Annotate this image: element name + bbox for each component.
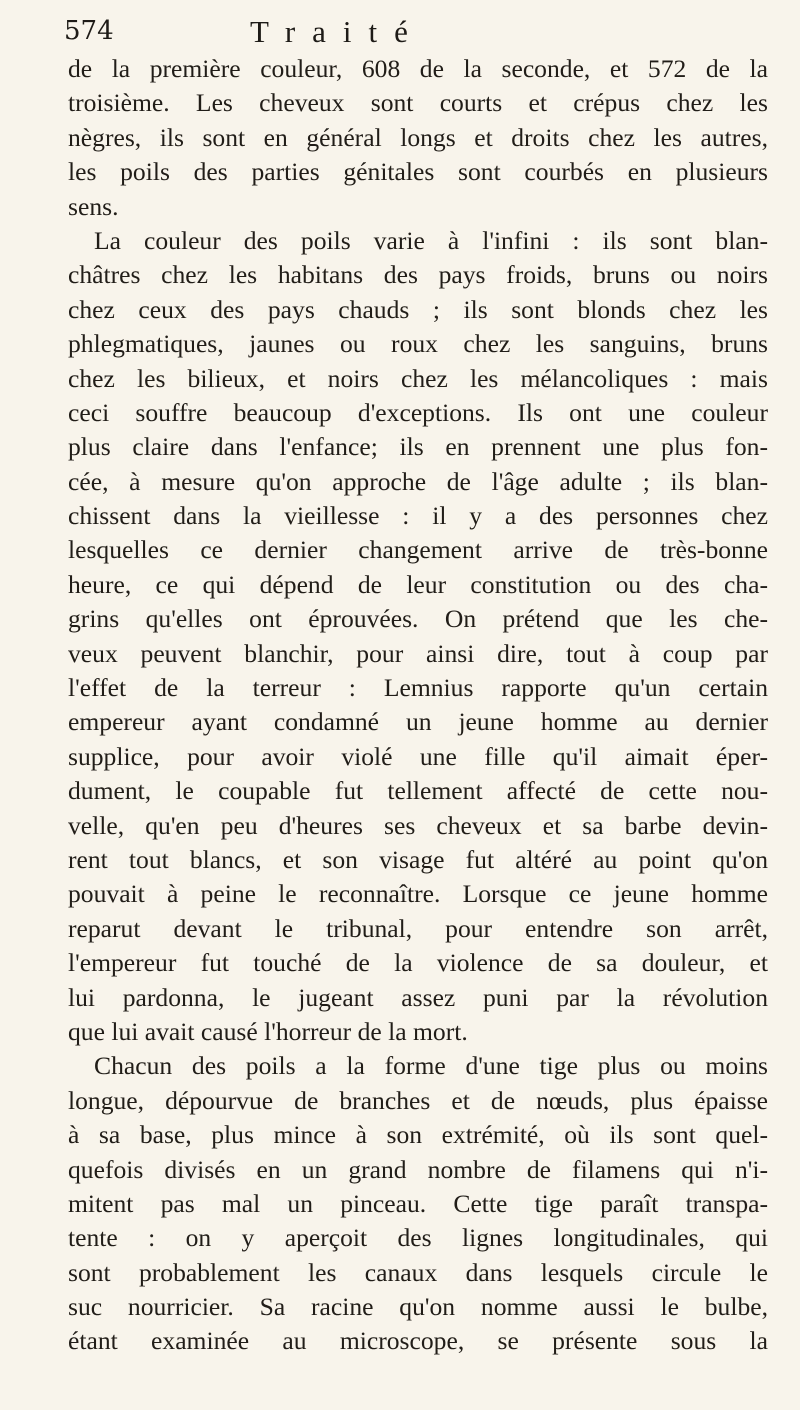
text-line: sont probablement les canaux dans lesquels circule le (68, 1257, 768, 1287)
text-line: grins qu'elles ont éprouvées. On prétend que les che- (68, 604, 768, 634)
text-line: ceci souffre beaucoup d'exceptions. Ils ont une couleur (68, 397, 768, 427)
text-line: chez les bilieux, et noirs chez les mélancoliques : mais (68, 363, 768, 393)
page-number: 574 (64, 16, 114, 46)
text-line: chez ceux des pays chauds ; ils sont blonds chez les (68, 294, 768, 324)
text-line: que lui avait causé l'horreur de la mort. (68, 1016, 468, 1046)
text-line: dument, le coupable fut tellement affecté de cette nou- (68, 776, 768, 806)
text-line: quefois divisés en un grand nombre de filamens qui n'i- (68, 1154, 768, 1184)
text-line: châtres chez les habitans des pays froids, bruns ou noirs (68, 260, 768, 290)
text-line: reparut devant le tribunal, pour entendre son arrêt, (68, 913, 768, 943)
text-line: veux peuvent blanchir, pour ainsi dire, tout à coup par (68, 638, 768, 668)
text-line: les poils des parties génitales sont courbés en plusieurs (68, 157, 768, 187)
text-line: tente : on y aperçoit des lignes longitudinales, qui (68, 1223, 768, 1253)
page-header (62, 14, 762, 50)
body-text (68, 52, 768, 1359)
text-line: chissent dans la vieillesse : il y a des personnes chez (68, 501, 768, 531)
text-line: cée, à mesure qu'on approche de l'âge adulte ; ils blan- (68, 466, 768, 496)
text-line: de la première couleur, 608 de la seconde, et 572 de la (68, 54, 768, 83)
text-line: Chacun des poils a la forme d'une tige plus ou moins (94, 1051, 768, 1081)
text-line: La couleur des poils varie à l'infini : ils sont blan- (94, 225, 768, 255)
text-line: lui pardonna, le jugeant assez puni par la révolution (68, 982, 768, 1012)
text-line: à sa base, plus mince à son extrémité, où ils sont quel- (68, 1120, 768, 1150)
text-line: mitent pas mal un pinceau. Cette tige paraît transpa- (68, 1188, 768, 1218)
text-line: suc nourricier. Sa racine qu'on nomme aussi le bulbe, (68, 1292, 768, 1322)
text-line: lesquelles ce dernier changement arrive de très-bonne (68, 535, 768, 565)
text-line: nègres, ils sont en général longs et droits chez les autres, (68, 122, 768, 152)
text-line: longue, dépourvue de branches et de nœuds, plus épaisse (68, 1085, 768, 1115)
text-line: l'empereur fut touché de la violence de sa douleur, et (68, 948, 768, 978)
text-line: plus claire dans l'enfance; ils en prennent une plus fon- (68, 432, 768, 462)
text-line: heure, ce qui dépend de leur constitution ou des cha- (68, 569, 768, 599)
text-line: supplice, pour avoir violé une fille qu'il aimait éper- (68, 741, 768, 771)
text-line: empereur ayant condamné un jeune homme au dernier (68, 707, 768, 737)
text-line: l'effet de la terreur : Lemnius rapporte qu'un certain (68, 673, 768, 703)
text-line: troisième. Les cheveux sont courts et crépus chez les (68, 88, 768, 118)
text-line: étant examinée au microscope, se présente sous la (68, 1326, 768, 1356)
text-line: rent tout blancs, et son visage fut altéré au point qu'on (68, 844, 768, 874)
running-title: Traité (250, 14, 425, 49)
text-line: sens. (68, 191, 119, 221)
text-line: phlegmatiques, jaunes ou roux chez les sanguins, bruns (68, 329, 768, 359)
text-line: pouvait à peine le reconnaître. Lorsque ce jeune homme (68, 879, 768, 909)
text-line: velle, qu'en peu d'heures ses cheveux et sa barbe devin- (68, 810, 768, 840)
